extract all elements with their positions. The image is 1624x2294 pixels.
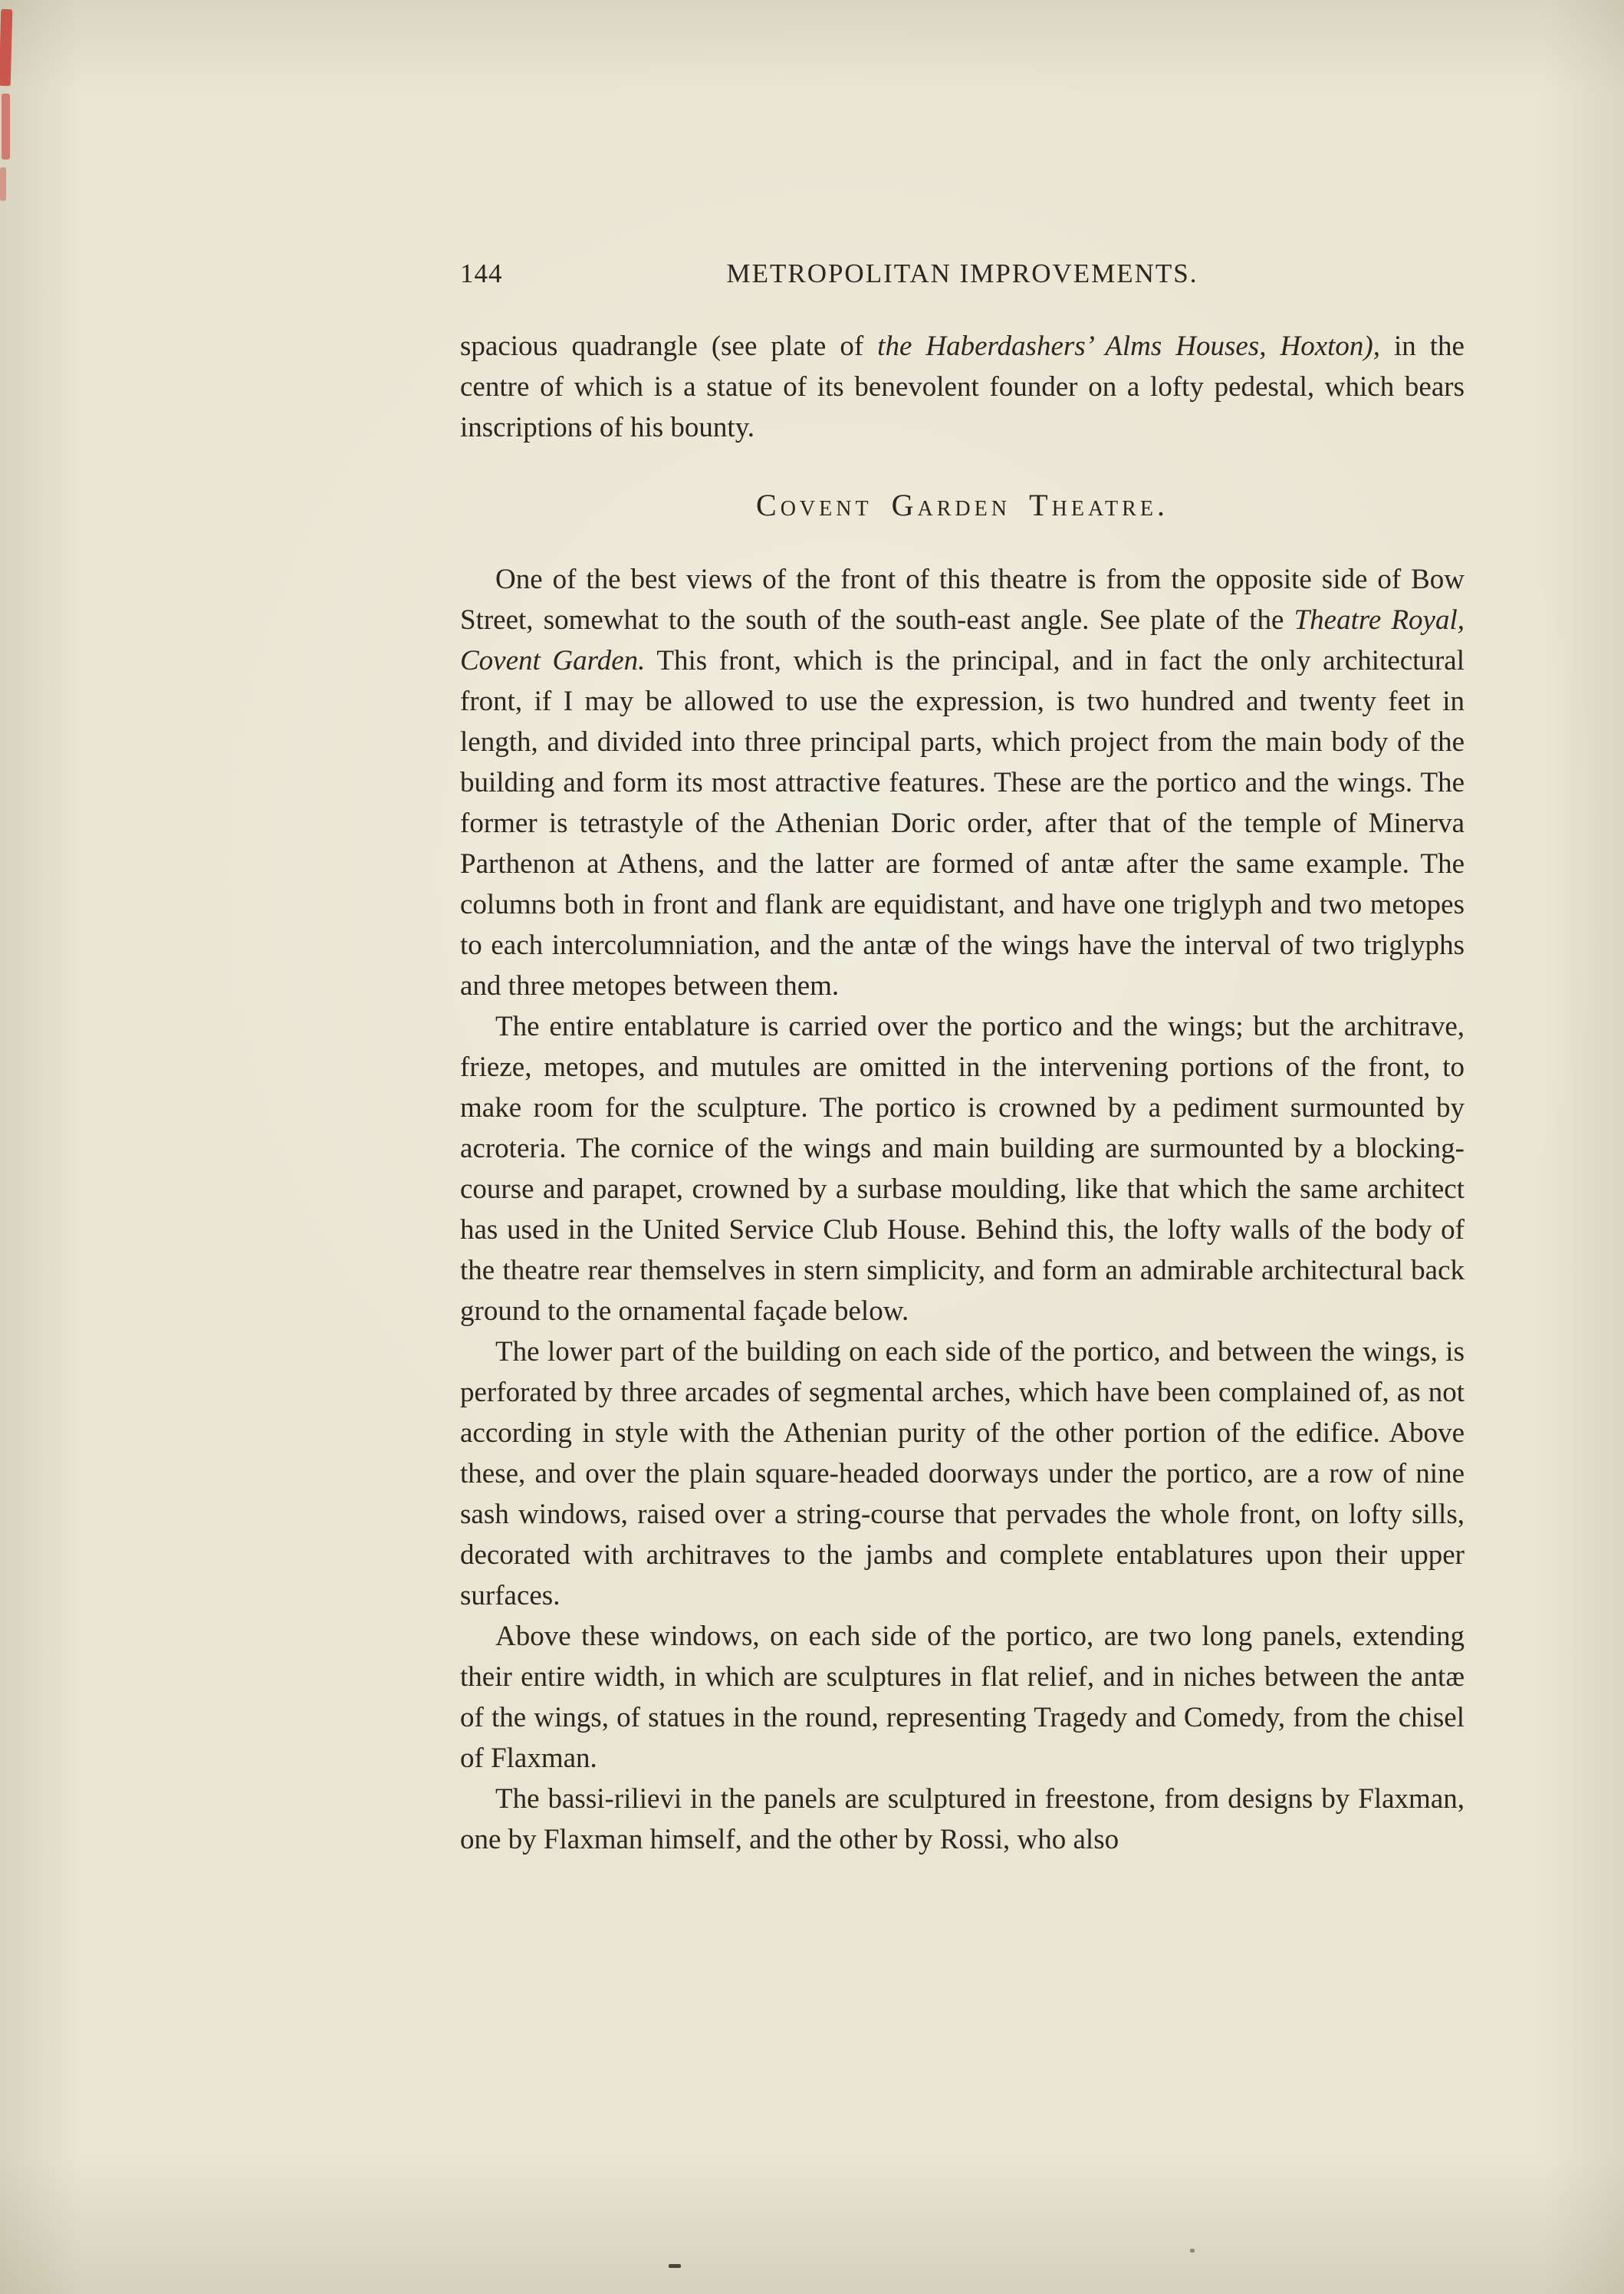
page-header — [460, 253, 1465, 294]
text-run: Above these windows, on each side of the portico, are two long panels, extending their entire width, in which are sculptures in flat relief, and in niches between the antæ of the wings, of statues in the round, representing Tragedy and Comedy, from the chisel of Flaxman. — [460, 1621, 1465, 1774]
italic-text-run: the Haberdashers’ Alms Houses, Hoxton), — [877, 331, 1380, 362]
text-run: One of the best views of the front of this theatre is from the opposite side of Bow Street, somewhat to the south of the south-east angle. See plate of the — [460, 564, 1465, 636]
ink-speck — [669, 2264, 681, 2268]
page-content — [460, 253, 1465, 1860]
paragraph — [460, 1779, 1465, 1860]
page-number: 144 — [460, 258, 503, 288]
text-run: spacious quadrangle (see plate of — [460, 331, 878, 362]
text-run: The entire entablature is carried over the portico and the wings; but the architrave, frieze, metopes, and mutules are omitted in the intervening portions of the front, to make room for the sculpture. The portico is crowned by a pediment surmounted by acroteria. The cornice of the wings and main building are surmounted by a blocking-course and parapet, crowned by a surbase moulding, like that which the same architect has used in the United Service Club House. Behind this, the lofty walls of the body of the theatre rear themselves in stern simplicity, and form an admirable architectural back ground to the ornamental façade below. — [460, 1011, 1465, 1327]
ink-speck — [1190, 2249, 1195, 2253]
paragraph — [460, 559, 1465, 1006]
page-body — [460, 326, 1465, 1860]
italic-text-run: Theatre Royal, Covent Garden. — [460, 604, 1465, 676]
text-run: The lower part of the building on each side of the portico, and between the wings, is perforated by three arcades of segmental arches, which have been complained of, as not according in style with the Athenian purity of the other portion of the edifice. Above these, and over the plain square-headed doorways under the portico, are a row of nine sash windows, raised over a string-course that pervades the whole front, on lofty sills, decorated with architraves to the jambs and complete entablatures upon their upper surfaces. — [460, 1336, 1465, 1611]
red-edge-mark — [2, 94, 10, 160]
text-run: The bassi-rilievi in the panels are sculptured in freestone, from designs by Flaxman, one by Flaxman himself, and the other by Rossi, who also — [460, 1783, 1465, 1855]
text-run: in the centre of which is a statue of its benevolent founder on a lofty pedestal, which bears inscriptions of his bounty. — [460, 331, 1465, 443]
red-edge-mark — [0, 167, 6, 201]
paragraph — [460, 1006, 1465, 1331]
section-heading: Covent Garden Theatre. — [756, 488, 1169, 522]
paragraph — [460, 1616, 1465, 1779]
paragraph — [460, 326, 1465, 448]
running-head: METROPOLITAN IMPROVEMENTS. — [726, 258, 1198, 288]
red-edge-mark — [0, 9, 12, 86]
text-run: This front, which is the principal, and in fact the only architectural front, if I may be allowed to use the expression, is two hundred and twenty feet in length, and divided into three principal parts, which project from the main body of the building and form its most attractive features. These are the portico and the wings. The former is tetrastyle of the Athenian Doric order, after that of the temple of Minerva Parthenon at Athens, and the latter are formed of antæ after the same example. The columns both in front and flank are equidistant, and have one triglyph and two metopes to each intercolumniation, and the antæ of the wings have the interval of two triglyphs and three metopes between them. — [460, 645, 1465, 1002]
paragraph — [460, 1331, 1465, 1616]
